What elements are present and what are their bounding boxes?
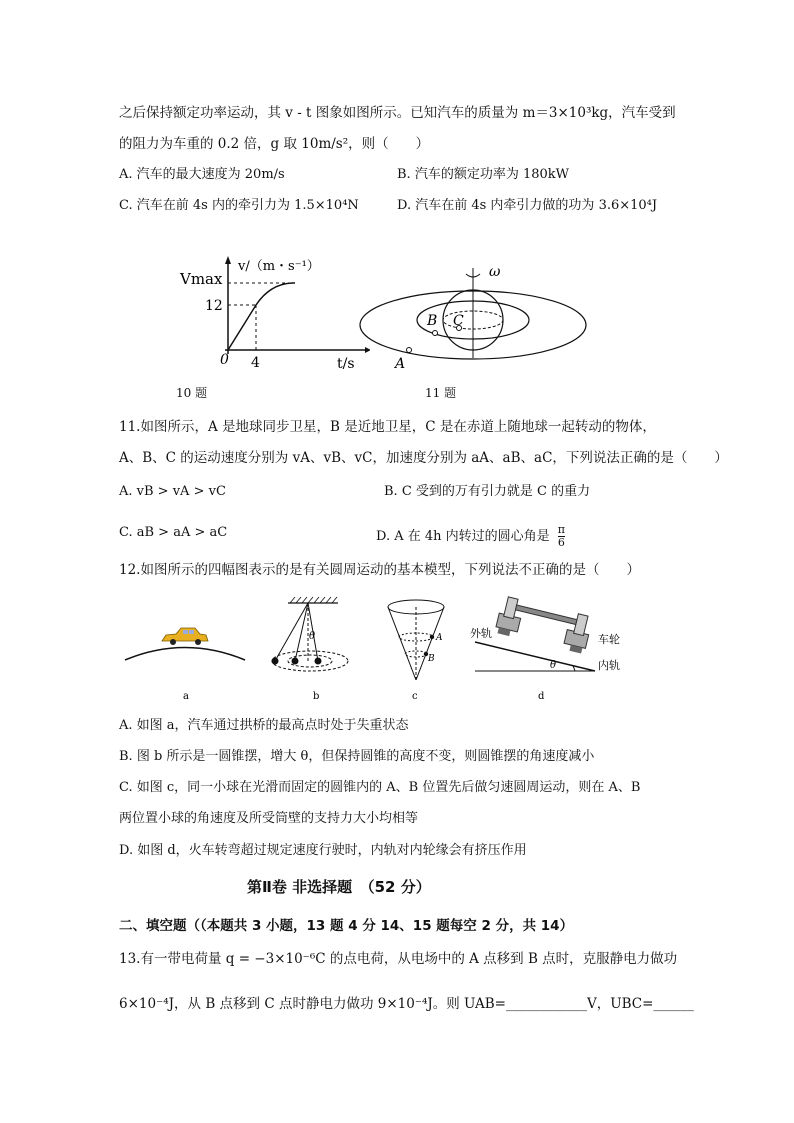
- q10-option-d: D. 汽车在前 4s 内牵引力做的功为 3.6×10⁴J: [397, 198, 658, 213]
- fraction-numerator: π: [557, 523, 566, 536]
- q12-option-c-1: C. 如图 c，同一小球在光滑而固定的圆锥内的 A、B 位置先后做匀速圆周运动，则在 A、B: [119, 780, 641, 795]
- q12-option-c-2: 两位置小球的角速度及所受筒壁的支持力大小均相等: [119, 811, 419, 826]
- satellite-b: [433, 331, 438, 336]
- q11-stem-1: 11.如图所示，A 是地球同步卫星，B 是近地卫星，C 是在赤道上随地球一起转动的物体，: [119, 419, 656, 435]
- figure-11-orbits: [355, 258, 590, 383]
- string-2: [295, 603, 308, 661]
- orbit-outer: [272, 651, 348, 671]
- q11-stem-2: A、B、C 的运动速度分别为 vA、vB、vC，加速度分别为 aA、aB、aC，下列说法正确的是（ ）: [119, 450, 728, 466]
- y-tick-12: 12: [205, 298, 223, 314]
- q11-option-c: C. aB > aA > aC: [119, 525, 228, 540]
- figure-11-caption: 11 题: [425, 386, 457, 400]
- q10-option-b: B. 汽车的额定功率为 180kW: [397, 167, 570, 182]
- theta-b: θ: [309, 631, 316, 642]
- omega-label: ω: [489, 264, 501, 280]
- origin-label: 0: [220, 352, 229, 368]
- fraction-denominator: 6: [557, 536, 565, 549]
- section-heading: 二、填空题（（本题共 3 小题，13 题 4 分 14、15 题每空 2 分，共 14）: [119, 918, 574, 934]
- q13-line-1: 13.有一带电荷量 q = −3×10⁻⁶C 的点电荷，从电场中的 A 点移到 B 点时，克服静电力做功: [119, 951, 678, 967]
- y-axis-arrow: [225, 256, 231, 264]
- q11-option-d: [376, 524, 565, 549]
- vt-curve: [228, 283, 295, 350]
- q12-option-a: A. 如图 a，汽车通过拱桥的最高点时处于失重状态: [119, 718, 409, 733]
- y-axis-label: v/（m・s⁻¹）: [238, 259, 320, 274]
- figure-12-models: [120, 595, 680, 705]
- inner-rail-label: 内轨: [598, 659, 620, 672]
- q12-stem: 12.如图所示的四幅图表示的是有关圆周运动的基本模型，下列说法不正确的是（ ）: [119, 562, 640, 578]
- label-a: A: [395, 356, 406, 372]
- string-1: [275, 603, 308, 661]
- cone-label-a: A: [436, 633, 443, 643]
- cone-label-b: B: [428, 654, 435, 664]
- fig-a-label: a: [183, 691, 189, 702]
- label-c: C: [453, 313, 464, 329]
- intro-line-1: 之后保持额定功率运动，其 v - t 图象如图所示。已知汽车的质量为 m＝3×10³kg，汽车受到: [119, 105, 676, 121]
- theta-d: θ: [550, 660, 557, 671]
- ball-a: [430, 635, 434, 639]
- outer-rail-label: 外轨: [470, 627, 492, 640]
- q10-option-a: A. 汽车的最大速度为 20m/s: [119, 167, 285, 182]
- wheel-label: 车轮: [598, 633, 620, 646]
- intro-line-2: 的阻力为车重的 0.2 倍，g 取 10m/s²，则（ ）: [119, 136, 430, 152]
- x-tick-4: 4: [251, 355, 260, 371]
- q11-option-a: A. vB > vA > vC: [119, 484, 226, 499]
- satellite-a: [407, 348, 412, 353]
- ceiling-hatch: [290, 597, 337, 603]
- train-wheelset: [495, 596, 593, 655]
- bridge-arc: [125, 648, 245, 661]
- cone-left: [388, 607, 416, 680]
- bob-2: [292, 658, 299, 665]
- figure-10-caption: 10 题: [176, 386, 208, 400]
- car: [162, 628, 208, 645]
- q12-option-b: B. 图 b 所示是一圆锥摆，增大 θ，但保持圆锥的高度不变，则圆锥摆的角速度减小: [119, 749, 595, 764]
- part-2-title: 第Ⅱ卷 非选择题 （52 分）: [247, 878, 431, 896]
- figure-10-vt-graph: [170, 250, 370, 380]
- q13-line-2: 6×10⁻⁴J，从 B 点移到 C 点时静电力做功 9×10⁻⁴J。则 UAB=____________V，UBC=______: [119, 996, 694, 1012]
- fig-c-label: c: [412, 691, 418, 702]
- fig-d-label: d: [538, 691, 545, 702]
- vmax-label: Vmax: [180, 270, 223, 288]
- q10-option-c: C. 汽车在前 4s 内的牵引力为 1.5×10⁴N: [119, 198, 359, 213]
- cone-right: [416, 607, 444, 680]
- bob-1: [272, 658, 279, 665]
- fig-b-label: b: [313, 691, 320, 702]
- q11-option-d-text: D. A 在 4h 内转过的圆心角是: [376, 529, 550, 544]
- q11-option-b: B. C 受到的万有引力就是 C 的重力: [384, 484, 591, 499]
- q12-option-d: D. 如图 d，火车转弯超过规定速度行驶时，内轨对内轮缘会有挤压作用: [119, 843, 527, 858]
- x-axis-label: t/s: [337, 356, 355, 372]
- bob-3: [315, 658, 322, 665]
- label-b: B: [427, 313, 438, 329]
- fraction: [558, 524, 565, 549]
